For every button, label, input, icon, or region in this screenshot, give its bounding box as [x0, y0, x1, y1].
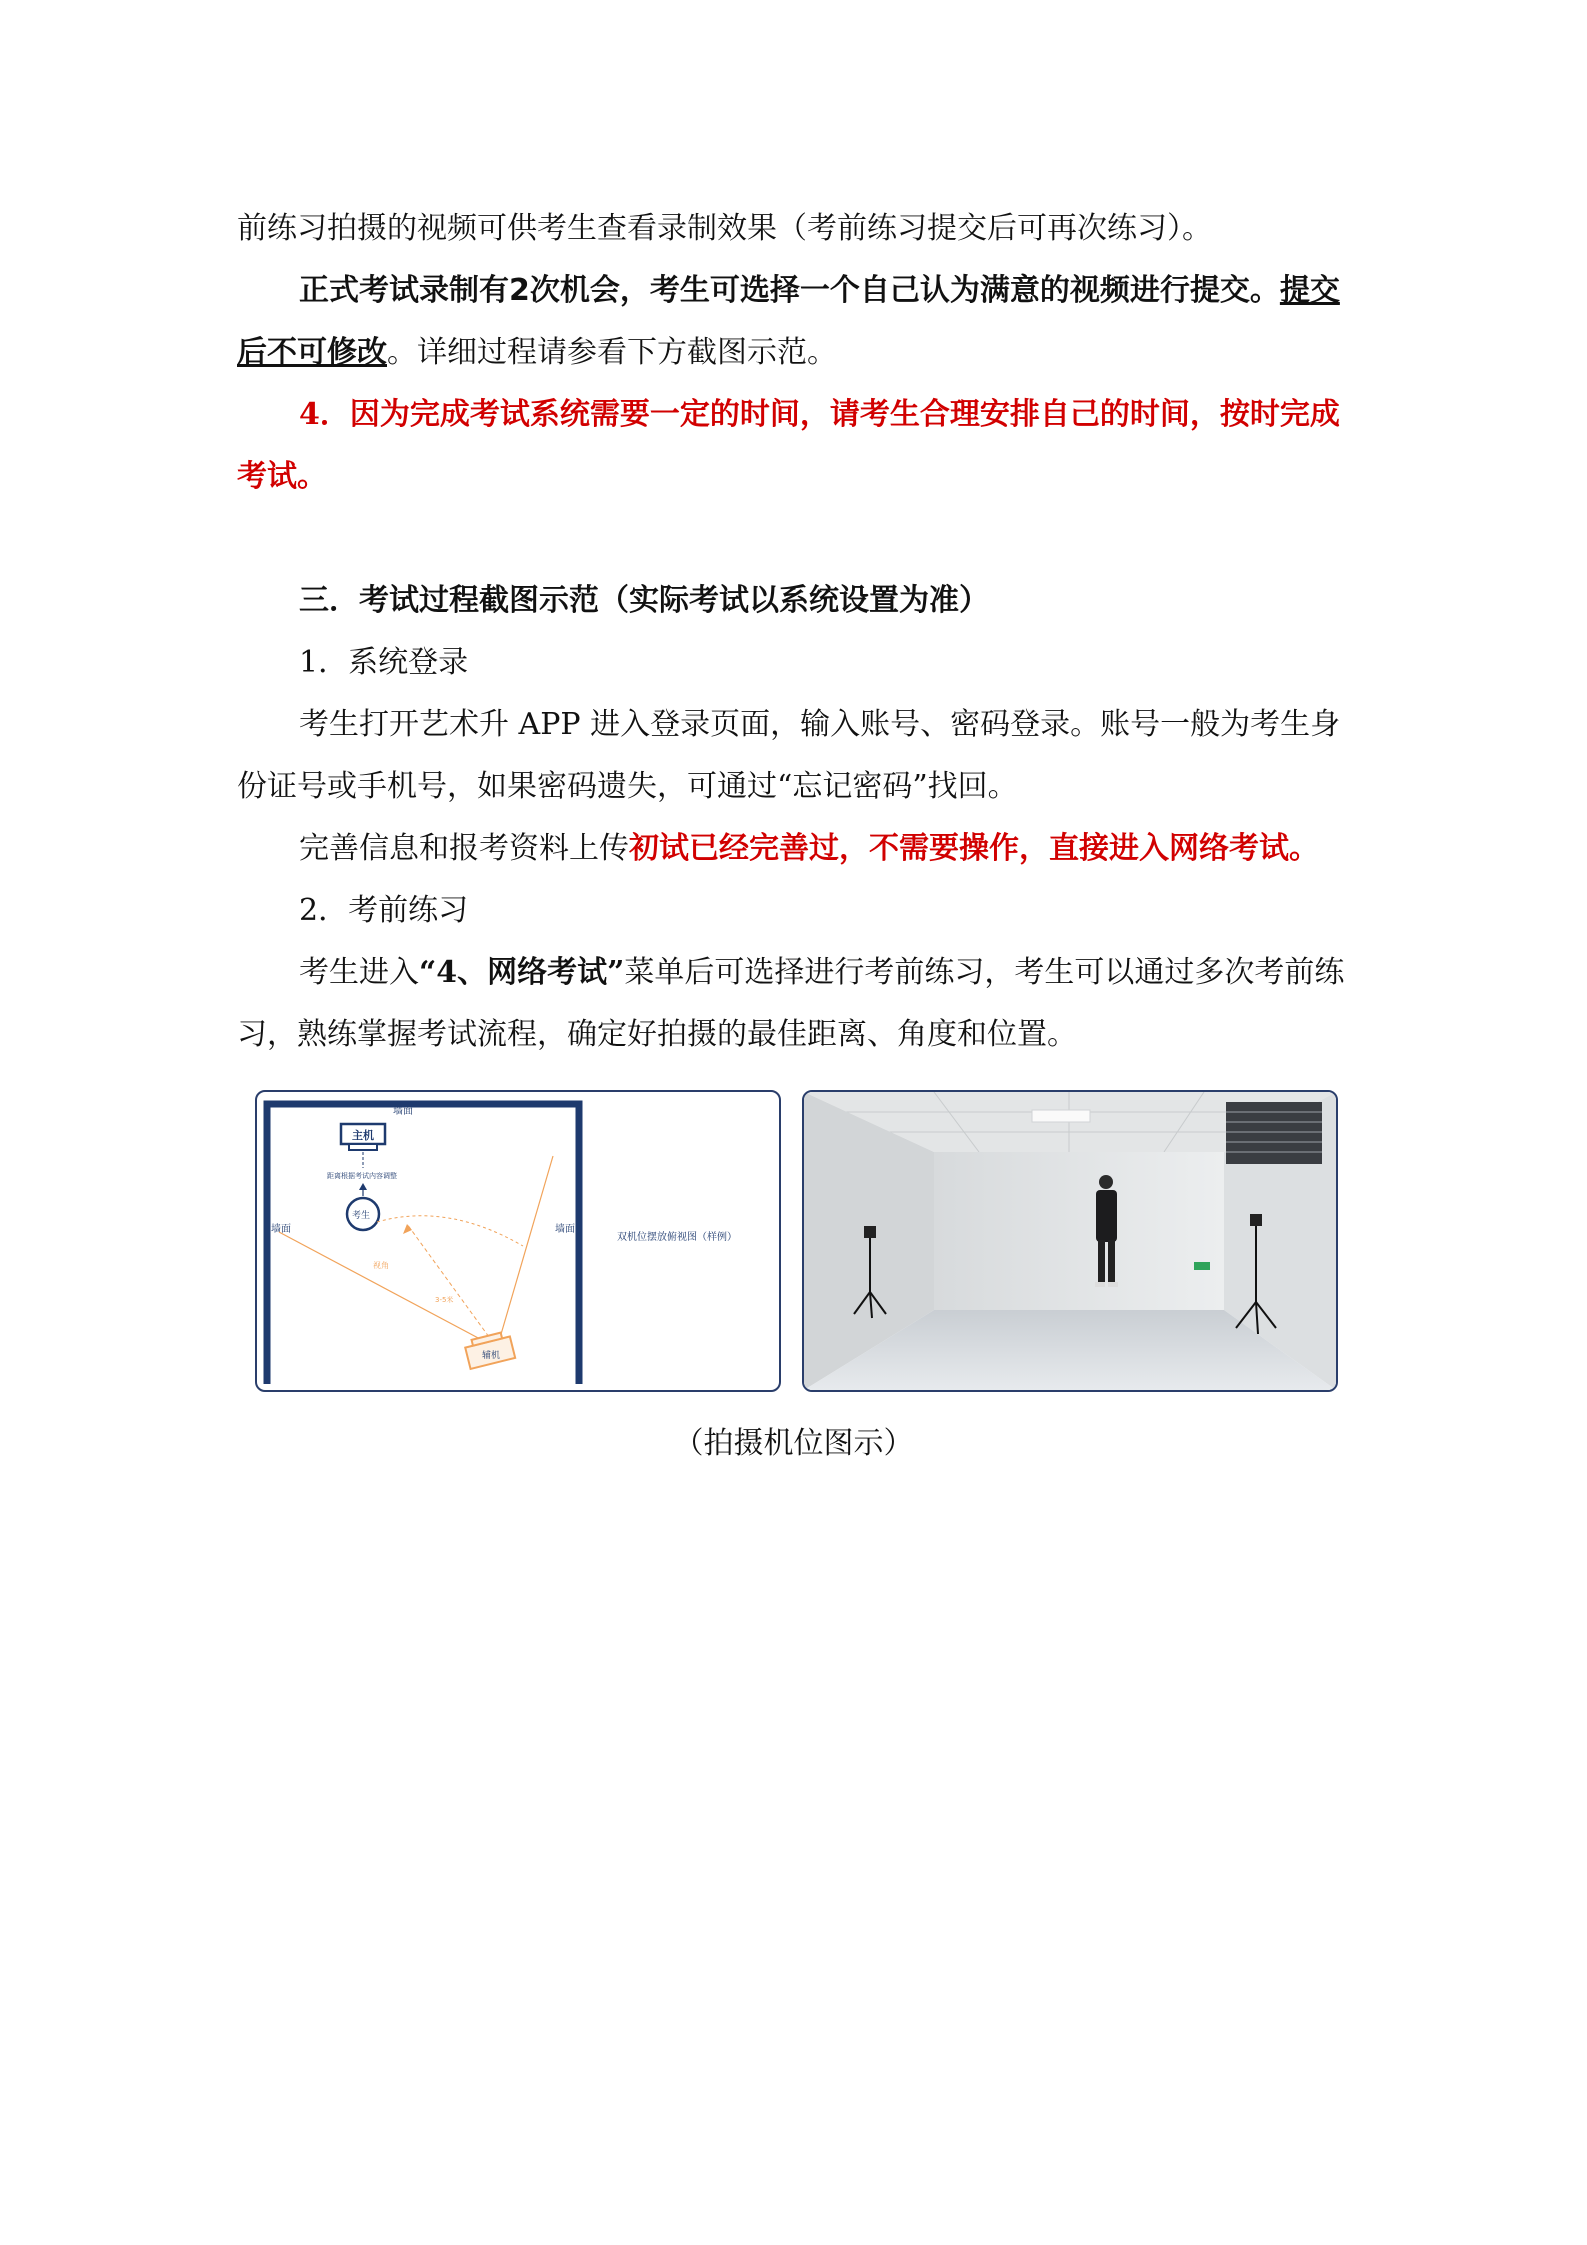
view-arc: [377, 1216, 523, 1246]
diagram-title: 双机位摆放俯视图（样例）: [617, 1232, 737, 1243]
left-phone-icon: [864, 1226, 876, 1238]
paragraph-info-upload: [237, 818, 1357, 880]
info-upload-text: 完善信息和报考资料上传: [299, 831, 629, 866]
wall-left-label: 墙面: [271, 1224, 291, 1235]
formal-exam-text-2: 次机会，考生可选择一个自己认为满意的视频进行提交。: [529, 273, 1280, 308]
exit-sign: [1194, 1262, 1210, 1270]
formal-exam-text-3: 。详细过程请参看下方截图示范。: [387, 335, 837, 370]
practice-text-2: 菜单后可选择进行考前练习，考生可以通过多次考前练习，熟练掌握考试流程，确定好拍摄的最佳距离、角度和位置。: [237, 955, 1345, 1052]
aux-camera-label: 辅机: [482, 1351, 501, 1361]
room-photo: [802, 1090, 1338, 1392]
formal-exam-text-1: 正式考试录制有: [299, 273, 509, 308]
examinee-label: 考生: [352, 1211, 371, 1221]
wall-top-label: 墙面: [393, 1106, 413, 1117]
paragraph-practice-instructions: [237, 942, 1357, 1066]
up-arrow-icon: [359, 1183, 367, 1190]
wall-right-label: 墙面: [555, 1224, 575, 1235]
section-title-screenshots: 三．考试过程截图示范（实际考试以系统设置为准）: [299, 583, 989, 618]
subsection-title-practice: 2．考前练习: [299, 893, 469, 928]
distance-arrow-icon: [403, 1224, 412, 1234]
view-label: 视角: [373, 1261, 389, 1270]
paragraph-time-warning: 4．因为完成考试系统需要一定的时间，请考生合理安排自己的时间，按时完成考试。: [237, 397, 1340, 494]
subsection-title-login: 1．系统登录: [299, 645, 469, 680]
right-phone-icon: [1250, 1214, 1262, 1226]
ceiling-light: [1032, 1110, 1090, 1122]
diagram-svg: [257, 1092, 779, 1390]
paragraph-formal-exam: [237, 260, 1357, 384]
formal-exam-count: 2: [509, 273, 530, 308]
paragraph-practice-video: 前练习拍摄的视频可供考生查看录制效果（考前练习提交后可再次练习）。: [237, 211, 1212, 246]
aux-camera-icon: [464, 1331, 515, 1369]
room-photo-svg: [804, 1092, 1336, 1390]
view-line-right: [497, 1156, 553, 1348]
camera-placement-diagram: [255, 1090, 781, 1392]
main-camera-label: 主机: [352, 1129, 374, 1142]
window-blinds: [1226, 1102, 1322, 1164]
figure-caption: （拍摄机位图示）: [673, 1426, 914, 1461]
distance-line: [407, 1224, 497, 1348]
range-label: 3-5米: [435, 1296, 454, 1304]
view-line-left: [279, 1232, 497, 1348]
info-upload-note: 初试已经完善过，不需要操作，直接进入网络考试。: [629, 831, 1319, 866]
back-wall: [934, 1152, 1224, 1310]
paragraph-login-instructions: 考生打开艺术升 APP 进入登录页面，输入账号、密码登录。账号一般为考生身份证号或手机号，如果密码遗失，可通过“忘记密码”找回。: [237, 707, 1341, 804]
room-walls: [267, 1104, 579, 1384]
no-modify-note: 提交后不可修改: [237, 273, 1340, 370]
practice-menu-name: “4、网络考试”: [419, 955, 625, 990]
distance-note: 距离根据考试内容调整: [327, 1172, 397, 1180]
practice-text-1: 考生进入: [299, 955, 419, 990]
